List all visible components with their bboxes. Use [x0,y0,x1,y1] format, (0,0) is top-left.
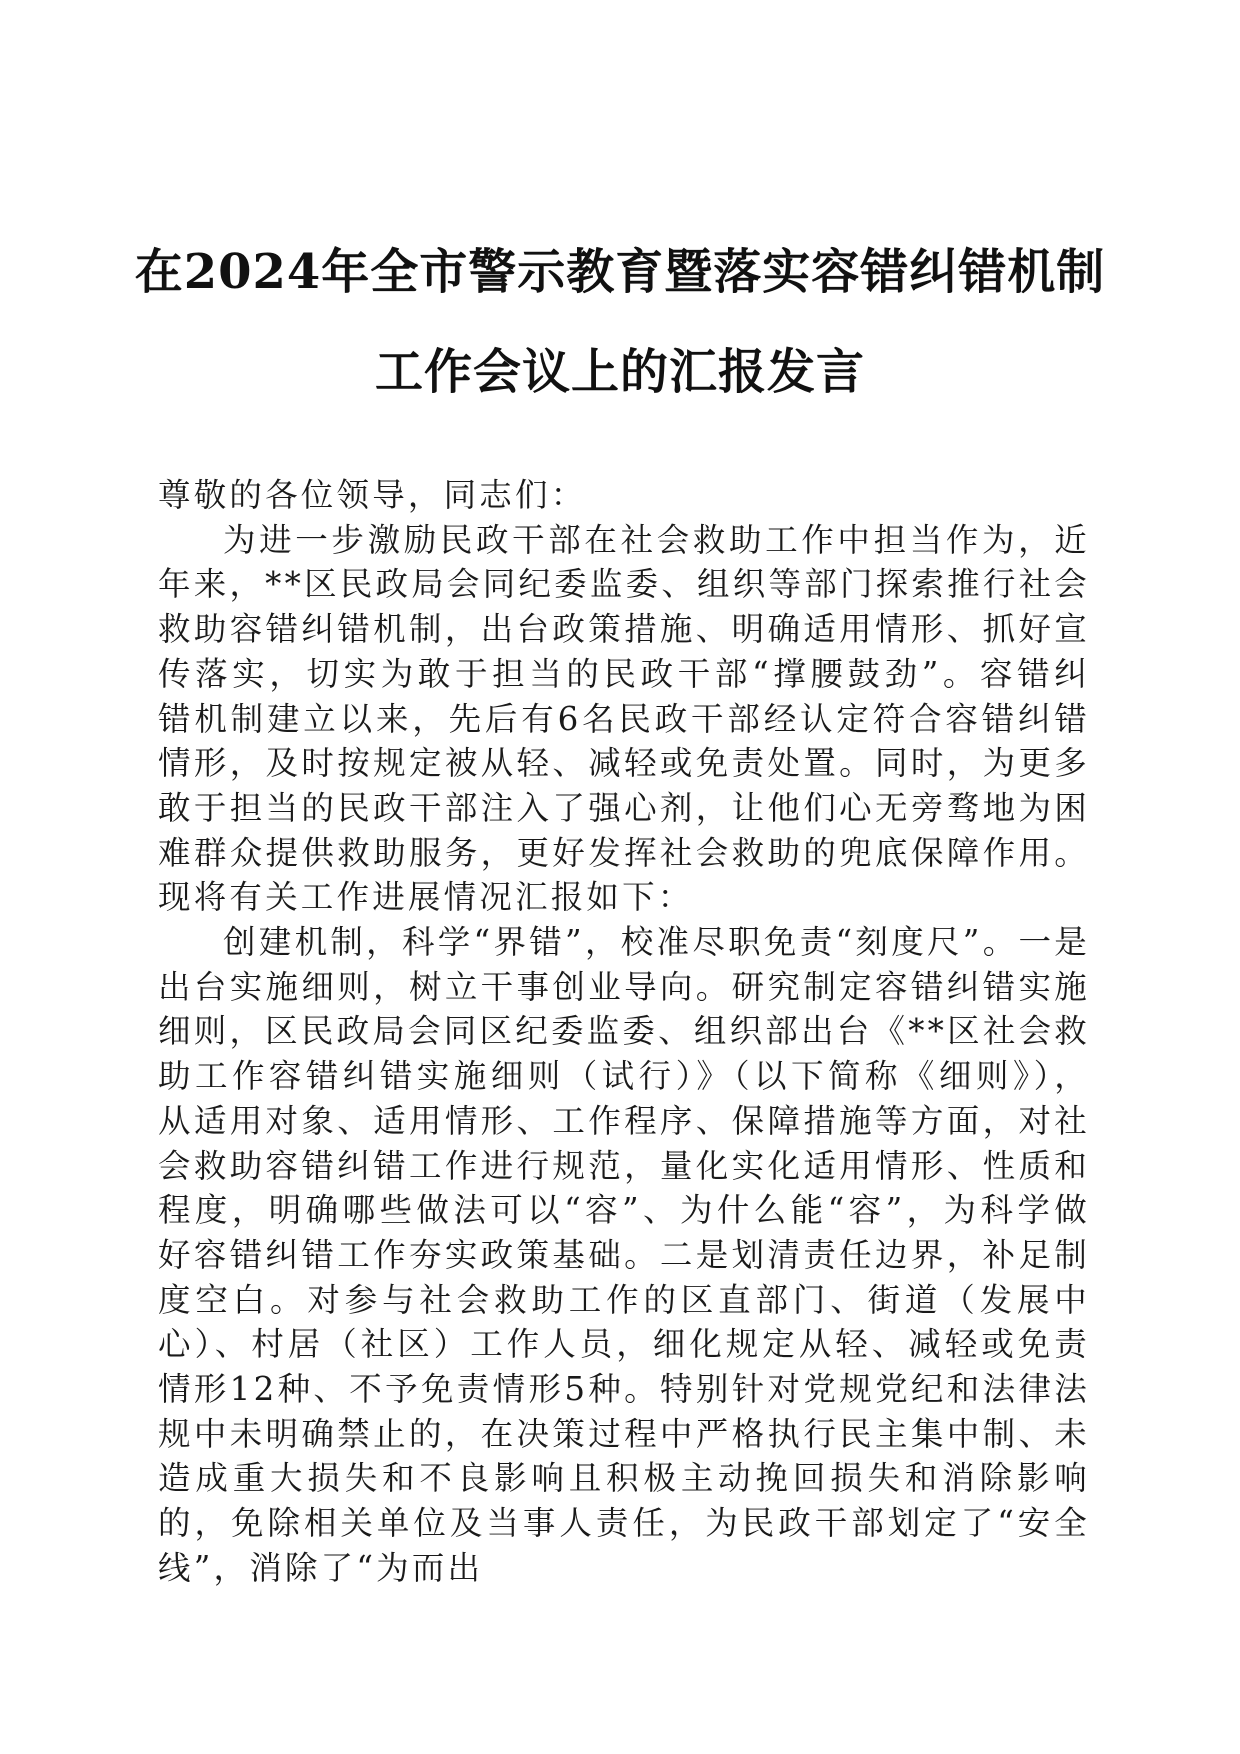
paragraph-intro: 为进一步激励民政干部在社会救助工作中担当作为，近年来，**区民政局会同纪委监委、组织等部门探索推行社会救助容错纠错机制，出台政策措施、明确适用情形、抓好宣传落实，切实为敢于担当的民政干部“撑腰鼓劲”。容错纠错机制建立以来，先后有6名民政干部经认定符合容错纠错情形，及时按规定被从轻、减轻或免责处置。同时，为更多敢于担当的民政干部注入了强心剂，让他们心无旁骛地为困难群众提供救助服务，更好发挥社会救助的兜底保障作用。现将有关工作进展情况汇报如下： [158,520,1090,917]
title-line-2: 工作会议上的汇报发言 [374,344,865,400]
title-line-1: 在2024年全市警示教育暨落实容错纠错机制 [134,244,1106,300]
document-title [0,222,1240,422]
paragraph-mechanism: 创建机制，科学“界错”，校准尽职免责“刻度尺”。一是出台实施细则，树立干事创业导向。研究制定容错纠错实施细则，区民政局会同区纪委监委、组织部出台《**区社会救助工作容错纠错实施细则（试行）》（以下简称《细则》），从适用对象、适用情形、工作程序、保障措施等方面，对社会救助容错纠错工作进行规范，量化实化适用情形、性质和程度，明确哪些做法可以“容”、为什么能“容”，为科学做好容错纠错工作夯实政策基础。二是划清责任边界，补足制度空白。对参与社会救助工作的区直部门、街道（发展中心）、村居（社区）工作人员，细化规定从轻、减轻或免责情形12种、不予免责情形5种。特别针对党规党纪和法律法规中未明确禁止的，在决策过程中严格执行民主集中制、未造成重大损失和不良影响且积极主动挽回损失和消除影响的，免除相关单位及当事人责任，为民政干部划定了“安全线”，消除了“为而出 [158,923,1090,1587]
document-body [158,473,1090,1591]
salutation: 尊敬的各位领导，同志们： [158,476,587,514]
